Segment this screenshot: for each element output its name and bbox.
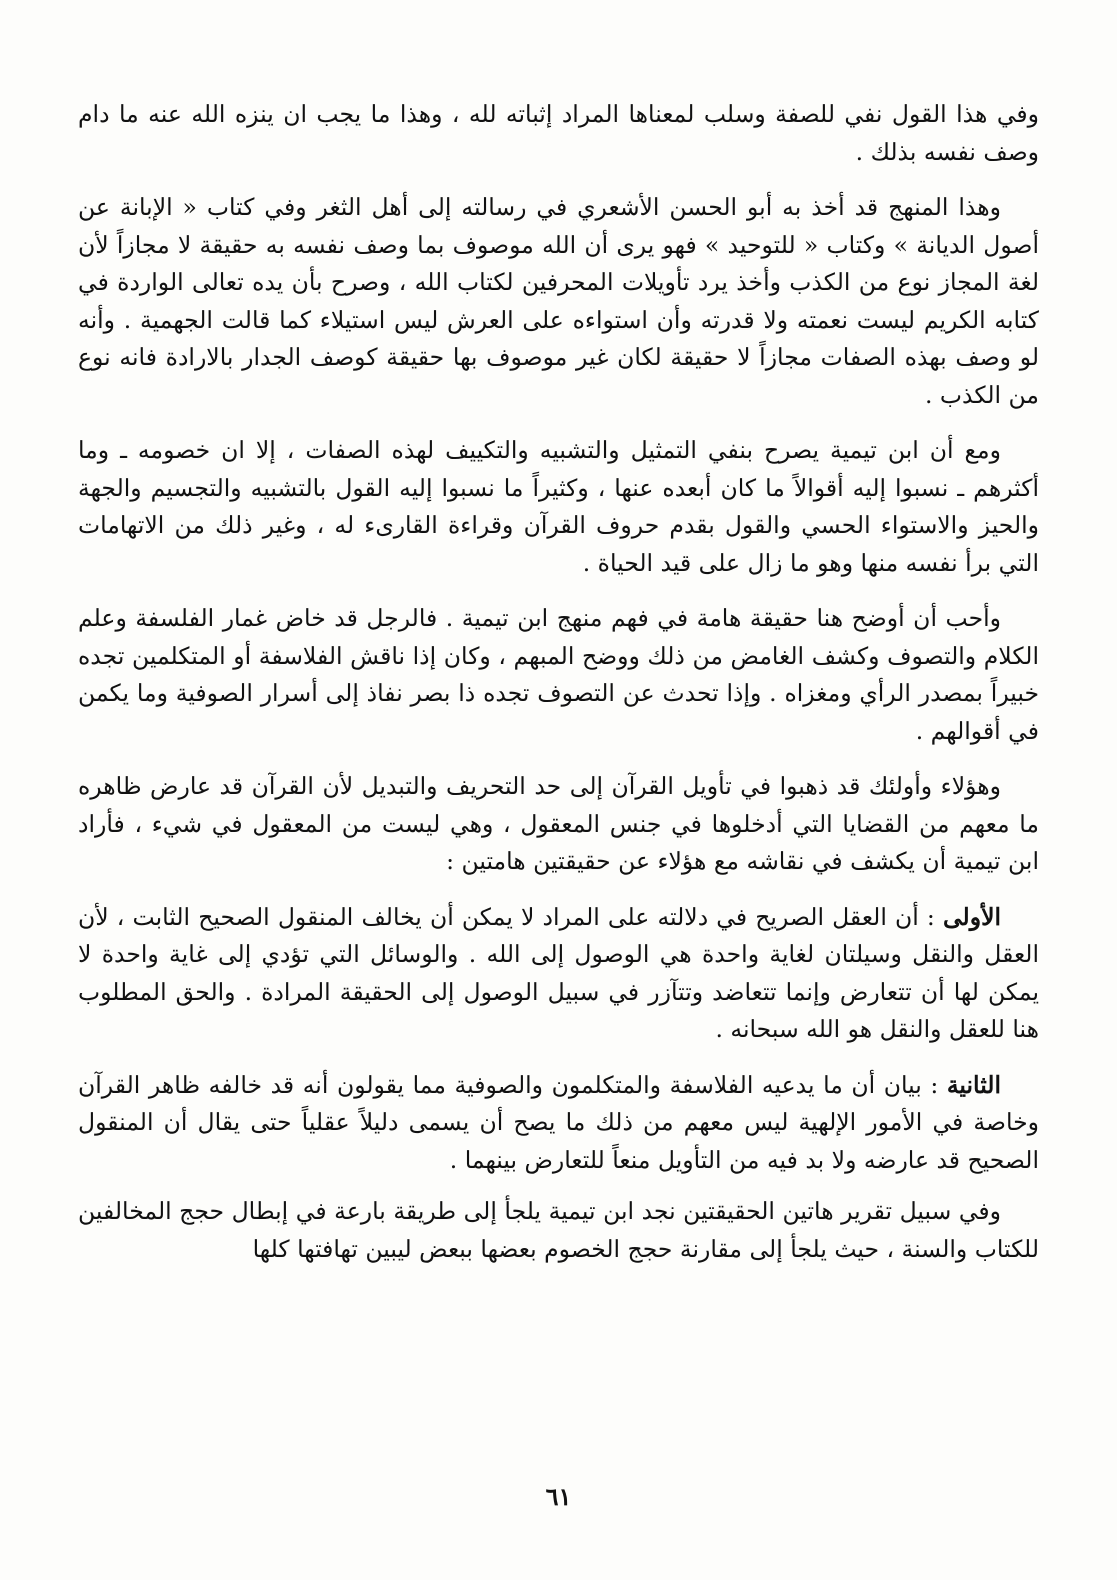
paragraph-4-text: وأحب أن أوضح هنا حقيقة هامة في فهم منهج ابن تيمية . فالرجل قد خاض غمار الفلسفة وعلم الكلام والتصوف وكشف الغامض من ذلك ووضح المبهم ، وكان إذا ناقش الفلاسفة أو المتكلمين تجده خبيراً بمصدر الرأي ومغزاه . وإذا تحدث عن التصوف تجده ذا بصر نفاذ إلى أسرار الصوفية وما يكمن في أقوالهم . (78, 604, 1039, 745)
paragraph-1-text: وفي هذا القول نفي للصفة وسلب لمعناها المراد إثباته لله ، وهذا ما يجب ان ينزه الله عنه ما دام وصف نفسه بذلك . (78, 100, 1039, 166)
paragraph-2-text: وهذا المنهج قد أخذ به أبو الحسن الأشعري في رسالته إلى أهل الثغر وفي كتاب « الإبانة عن أصول الديانة » وكتاب « للتوحيد » فهو يرى أن الله موصوف بما وصف نفسه به حقيقة لا مجازاً لأن لغة المجاز نوع من الكذب وأخذ يرد تأويلات المحرفين لكتاب الله ، وصرح بأن يده تعالى الواردة في كتابه الكريم ليست نعمته ولا قدرته وأن استواءه على العرش ليس استيلاء كما قالت الجهمية . وأنه لو وصف بهذه الصفات مجازاً لا حقيقة لكان غير موصوف بها حقيقة كوصف الجدار بالارادة فانه نوع من الكذب . (78, 193, 1039, 409)
paragraph-5 (78, 768, 1039, 881)
paragraph-2 (78, 189, 1039, 414)
paragraph-8 (78, 1193, 1039, 1268)
paragraph-7-text: : بيان أن ما يدعيه الفلاسفة والمتكلمون والصوفية مما يقولون أنه قد خالفه ظاهر القرآن وخاصة في الأمور الإلهية ليس معهم من ذلك ما يصح أن يسمى دليلاً عقلياً حتى يقال أن المنقول الصحيح قد عارضه ولا بد فيه من التأويل منعاً للتعارض بينهما . (78, 1070, 1039, 1174)
paragraph-4 (78, 600, 1039, 750)
paragraph-7 (78, 1067, 1039, 1180)
paragraph-3-text: ومع أن ابن تيمية يصرح بنفي التمثيل والتشبيه والتكييف لهذه الصفات ، إلا ان خصومه ـ وما أكثرهم ـ نسبوا إليه أقوالاً ما كان أبعده عنها ، وكثيراً ما نسبوا إليه القول بالتشبيه والتجسيم والجهة والحيز والاستواء الحسي والقول بقدم حروف القرآن وقراءة القارىء له ، وغير ذلك من الاتهامات التي برأ نفسه منها وهو ما زال على قيد الحياة . (78, 436, 1039, 577)
paragraph-8-text: وفي سبيل تقرير هاتين الحقيقتين نجد ابن تيمية يلجأ إلى طريقة بارعة في إبطال حجج المخالفين للكتاب والسنة ، حيث يلجأ إلى مقارنة حجج الخصوم بعضها ببعض ليبين تهافتها كلها (78, 1197, 1039, 1263)
paragraph-6-lead: الأولى (942, 902, 1001, 931)
paragraph-1 (78, 96, 1039, 171)
body-text (78, 96, 1039, 1286)
paragraph-7-lead: الثانية (946, 1070, 1001, 1099)
paragraph-3 (78, 432, 1039, 582)
page-number: ٦١ (545, 1482, 572, 1511)
paragraph-6-text: : أن العقل الصريح في دلالته على المراد لا يمكن أن يخالف المنقول الصحيح الثابت ، لأن العقل والنقل وسيلتان لغاية واحدة هي الوصول إلى الله . والوسائل التي تؤدي إلى غاية واحدة لا يمكن لها أن تتعارض وإنما تتعاضد وتتآزر في سبيل الوصول إلى الحقيقة المرادة . والحق المطلوب هنا للعقل والنقل هو الله سبحانه . (78, 902, 1039, 1043)
paragraph-5-text: وهؤلاء وأولئك قد ذهبوا في تأويل القرآن إلى حد التحريف والتبديل لأن القرآن قد عارض ظاهره ما معهم من القضايا التي أدخلوها في جنس المعقول ، وهي ليست من المعقول في شيء ، فأراد ابن تيمية أن يكشف في نقاشه مع هؤلاء عن حقيقتين هامتين : (78, 772, 1039, 875)
paragraph-6 (78, 899, 1039, 1049)
